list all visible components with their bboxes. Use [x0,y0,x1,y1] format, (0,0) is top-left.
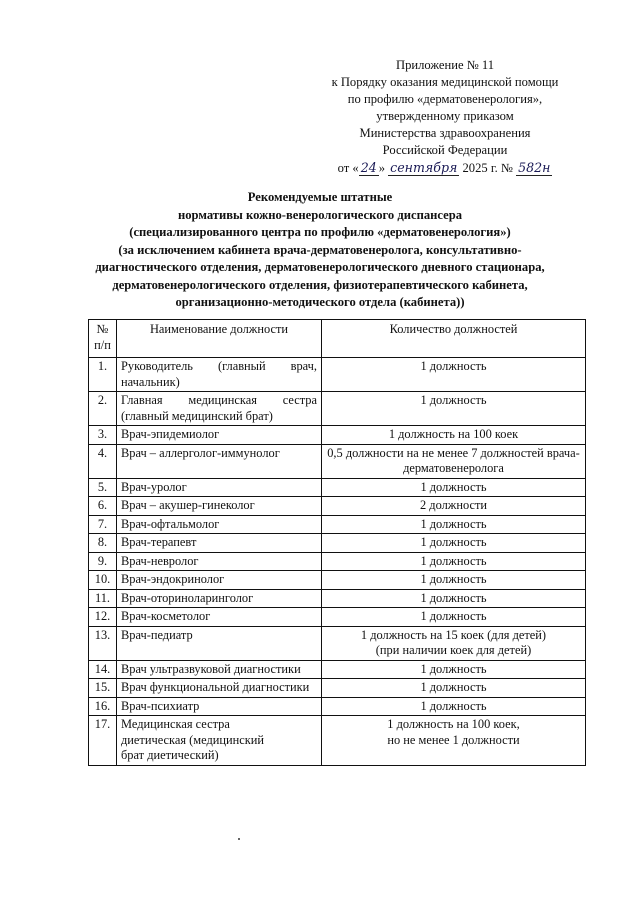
row-number: 4. [89,444,117,478]
table-row [89,515,586,534]
table-row [89,497,586,516]
row-number: 5. [89,478,117,497]
row-position: Врач ультразвуковой диагностики [117,660,322,679]
appendix-line: к Порядку оказания медицинской помощи [331,75,559,89]
table-row [89,660,586,679]
row-position: Руководитель (главный врач, начальник) [117,358,322,392]
handwritten-day: 24 [360,160,377,175]
row-quantity: 1 должность [322,697,586,716]
row-quantity [322,626,586,660]
row-quantity: 1 должность [322,589,586,608]
row-quantity: 1 должность [322,358,586,392]
table-row [89,552,586,571]
table-row [89,679,586,698]
row-number: 17. [89,716,117,766]
handwritten-order-number: 582н [518,160,551,175]
row-number: 8. [89,534,117,553]
row-quantity [322,716,586,766]
table-row [89,571,586,590]
row-quantity: 2 должности [322,497,586,516]
header-number-line1: № [96,322,109,336]
row-position: Врач-оториноларинголог [117,589,322,608]
table-row [89,626,586,660]
row-position: Главная медицинская сестра (главный медицинский брат) [117,392,322,426]
table-row [89,478,586,497]
row-number: 15. [89,679,117,698]
table-row [89,697,586,716]
table-row [89,534,586,553]
table-row [89,444,586,478]
row-position: Врач-эпидемиолог [117,426,322,445]
scan-speck [238,838,240,840]
title-line: нормативы кожно-венерологического диспансера [177,207,463,222]
date-year: 2025 г. № [462,161,513,175]
row-number: 10. [89,571,117,590]
title-line: диагностического отделения, дерматовенерологического дневного стационара, [95,260,545,274]
appendix-line: Министерства здравоохранения [359,126,531,140]
header-number-line2: п/п [94,337,111,352]
appendix-number: Приложение № 11 [395,58,495,72]
table-header-row [89,320,586,358]
date-prefix: от « [337,161,359,175]
row-number: 7. [89,515,117,534]
row-position: Врач-уролог [117,478,322,497]
table-row [89,358,586,392]
row-position: Врач – аллерголог-иммунолог [117,444,322,478]
order-date-line [300,159,590,177]
row-quantity: 1 должность [322,515,586,534]
row-number: 3. [89,426,117,445]
row-number: 13. [89,626,117,660]
title-line: (специализированного центра по профилю «дерматовенерология») [129,225,511,239]
quantity-line: 1 должность на 15 коек (для детей) [360,627,547,642]
row-quantity: 1 должность на 100 коек [322,426,586,445]
row-number: 11. [89,589,117,608]
row-number: 16. [89,697,117,716]
table-row [89,716,586,766]
row-quantity: 1 должность [322,571,586,590]
row-quantity: 1 должность [322,552,586,571]
quantity-line: 1 должность на 100 коек, [387,717,520,731]
quantity-line: (при наличии коек для детей) [375,643,532,657]
row-quantity: 1 должность [322,534,586,553]
row-number: 2. [89,392,117,426]
quantity-line: но не менее 1 должности [387,732,520,747]
appendix-line: утвержденному приказом [376,109,514,123]
position-line: Медицинская сестра [121,717,230,731]
row-number: 12. [89,608,117,627]
table-row [89,392,586,426]
table-row [89,608,586,627]
header-quantity: Количество должностей [322,320,586,358]
appendix-line: по профилю «дерматовенерология», [347,92,543,106]
header-number [89,320,117,358]
appendix-header [300,57,590,177]
handwritten-month: сентября [390,160,458,175]
row-position: Врач – акушер-гинеколог [117,497,322,516]
row-position: Врач-невролог [117,552,322,571]
table-row [89,589,586,608]
row-position [117,716,322,766]
title-line: Рекомендуемые штатные [247,190,393,204]
row-position: Врач-терапевт [117,534,322,553]
row-quantity: 1 должность [322,679,586,698]
header-position: Наименование должности [117,320,322,358]
document-title [70,189,570,312]
row-position: Врач-педиатр [117,626,322,660]
staffing-table [88,319,586,766]
row-position: Врач-офтальмолог [117,515,322,534]
title-line: организационно-методического отдела (кабинета)) [175,295,465,309]
row-number: 6. [89,497,117,516]
row-quantity: 1 должность [322,660,586,679]
row-quantity: 1 должность [322,608,586,627]
row-quantity: 0,5 должности на не менее 7 должностей врача-дерматовенеролога [322,444,586,478]
row-number: 9. [89,552,117,571]
row-quantity: 1 должность [322,392,586,426]
row-position: Врач-эндокринолог [117,571,322,590]
position-line: брат диетический) [121,748,219,762]
position-line: диетическая (медицинский [121,732,265,747]
appendix-line: Российской Федерации [382,143,508,157]
row-quantity: 1 должность [322,478,586,497]
row-position: Врач-психиатр [117,697,322,716]
row-position: Врач функциональной диагностики [117,679,322,698]
row-number: 14. [89,660,117,679]
row-number: 1. [89,358,117,392]
table-row [89,426,586,445]
title-line: (за исключением кабинета врача-дерматовенеролога, консультативно- [118,242,522,257]
date-quote: » [378,161,386,175]
row-position: Врач-косметолог [117,608,322,627]
title-line: дерматовенерологического отделения, физиотерапевтического кабинета, [112,277,528,292]
